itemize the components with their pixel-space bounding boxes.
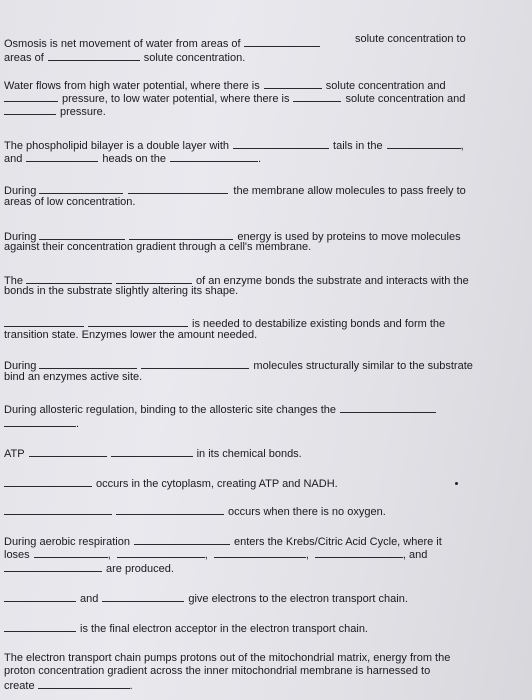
blank[interactable] xyxy=(4,316,84,327)
q11-line: occurs in the cytoplasm, creating ATP and NADH. xyxy=(4,476,338,491)
q3-line1: The phospholipid bilayer is a double layer with tails in the , xyxy=(4,140,464,152)
q6-line1: The of an enzyme bonds the substrate and interacts with the xyxy=(4,275,469,287)
q6-line2: bonds in the substrate slightly altering its shape. xyxy=(4,285,239,297)
blank[interactable] xyxy=(387,138,461,149)
q12-line: occurs when there is no oxygen. xyxy=(4,504,386,519)
blank[interactable] xyxy=(48,50,140,61)
q13-line2: loses , , , , and xyxy=(4,549,428,561)
q5-line2: against their concentration gradient through a cell's membrane. xyxy=(4,241,312,253)
q2-line1: Water flows from high water potential, where there is solute concentration and xyxy=(4,80,446,92)
blank[interactable] xyxy=(39,183,123,194)
blank[interactable] xyxy=(4,621,76,632)
blank[interactable] xyxy=(244,36,320,47)
q4-line1: During the membrane allow molecules to pass freely to xyxy=(4,185,466,197)
blank[interactable] xyxy=(4,416,76,427)
blank[interactable] xyxy=(102,591,184,602)
blank[interactable] xyxy=(233,138,329,149)
blank[interactable] xyxy=(4,504,112,515)
blank[interactable] xyxy=(340,402,436,413)
q4-line2: areas of low concentration. xyxy=(4,196,136,208)
stray-dot xyxy=(455,482,458,485)
q16-line3: create . xyxy=(4,680,133,692)
blank[interactable] xyxy=(116,273,192,284)
blank[interactable] xyxy=(4,91,58,102)
blank[interactable] xyxy=(26,151,98,162)
q5-line1: During energy is used by proteins to move molecules xyxy=(4,231,461,243)
blank[interactable] xyxy=(117,547,205,558)
q2-line3: pressure. xyxy=(4,104,106,119)
q9-line1: During allosteric regulation, binding to the allosteric site changes the xyxy=(4,402,436,417)
blank[interactable] xyxy=(293,91,341,102)
q13-line3: are produced. xyxy=(4,561,174,576)
q8-line1: During molecules structurally similar to the substrate xyxy=(4,360,473,372)
q1-line2: areas of solute concentration. xyxy=(4,52,246,64)
q15-line: is the final electron acceptor in the electron transport chain. xyxy=(4,621,368,636)
blank[interactable] xyxy=(141,358,249,369)
blank[interactable] xyxy=(315,547,403,558)
q2-line2: pressure, to low water potential, where there is solute concentration and xyxy=(4,91,465,106)
blank[interactable] xyxy=(134,534,230,545)
blank[interactable] xyxy=(38,678,130,689)
blank[interactable] xyxy=(4,561,102,572)
blank[interactable] xyxy=(88,316,188,327)
q1-line1-end: solute concentration to xyxy=(355,33,466,45)
blank[interactable] xyxy=(170,151,258,162)
q8-line2: bind an enzymes active site. xyxy=(4,371,143,383)
q3-line2: and heads on the . xyxy=(4,153,262,165)
blank[interactable] xyxy=(4,591,76,602)
blank[interactable] xyxy=(29,446,107,457)
blank[interactable] xyxy=(111,446,193,457)
blank[interactable] xyxy=(4,104,56,115)
q7-line1: is needed to destabilize existing bonds and form the xyxy=(4,316,445,331)
q1-line1: Osmosis is net movement of water from areas of xyxy=(4,36,320,51)
q13-line1: During aerobic respiration enters the Krebs/Citric Acid Cycle, where it xyxy=(4,536,442,548)
blank[interactable] xyxy=(39,229,125,240)
q9-line2: . xyxy=(4,416,79,431)
blank[interactable] xyxy=(214,547,306,558)
q16-line1: The electron transport chain pumps protons out of the mitochondrial matrix, energy from the xyxy=(4,652,451,664)
blank[interactable] xyxy=(128,183,228,194)
blank[interactable] xyxy=(264,78,322,89)
blank[interactable] xyxy=(4,476,92,487)
blank[interactable] xyxy=(39,358,137,369)
q14-line: and give electrons to the electron transport chain. xyxy=(4,591,408,606)
blank[interactable] xyxy=(26,273,112,284)
blank[interactable] xyxy=(34,547,108,558)
q7-line2: transition state. Enzymes lower the amount needed. xyxy=(4,329,258,341)
q10-line: ATP in its chemical bonds. xyxy=(4,448,302,460)
blank[interactable] xyxy=(129,229,233,240)
blank[interactable] xyxy=(116,504,224,515)
q16-line2: proton concentration gradient across the inner mitochondrial membrane is harnessed to xyxy=(4,665,431,677)
